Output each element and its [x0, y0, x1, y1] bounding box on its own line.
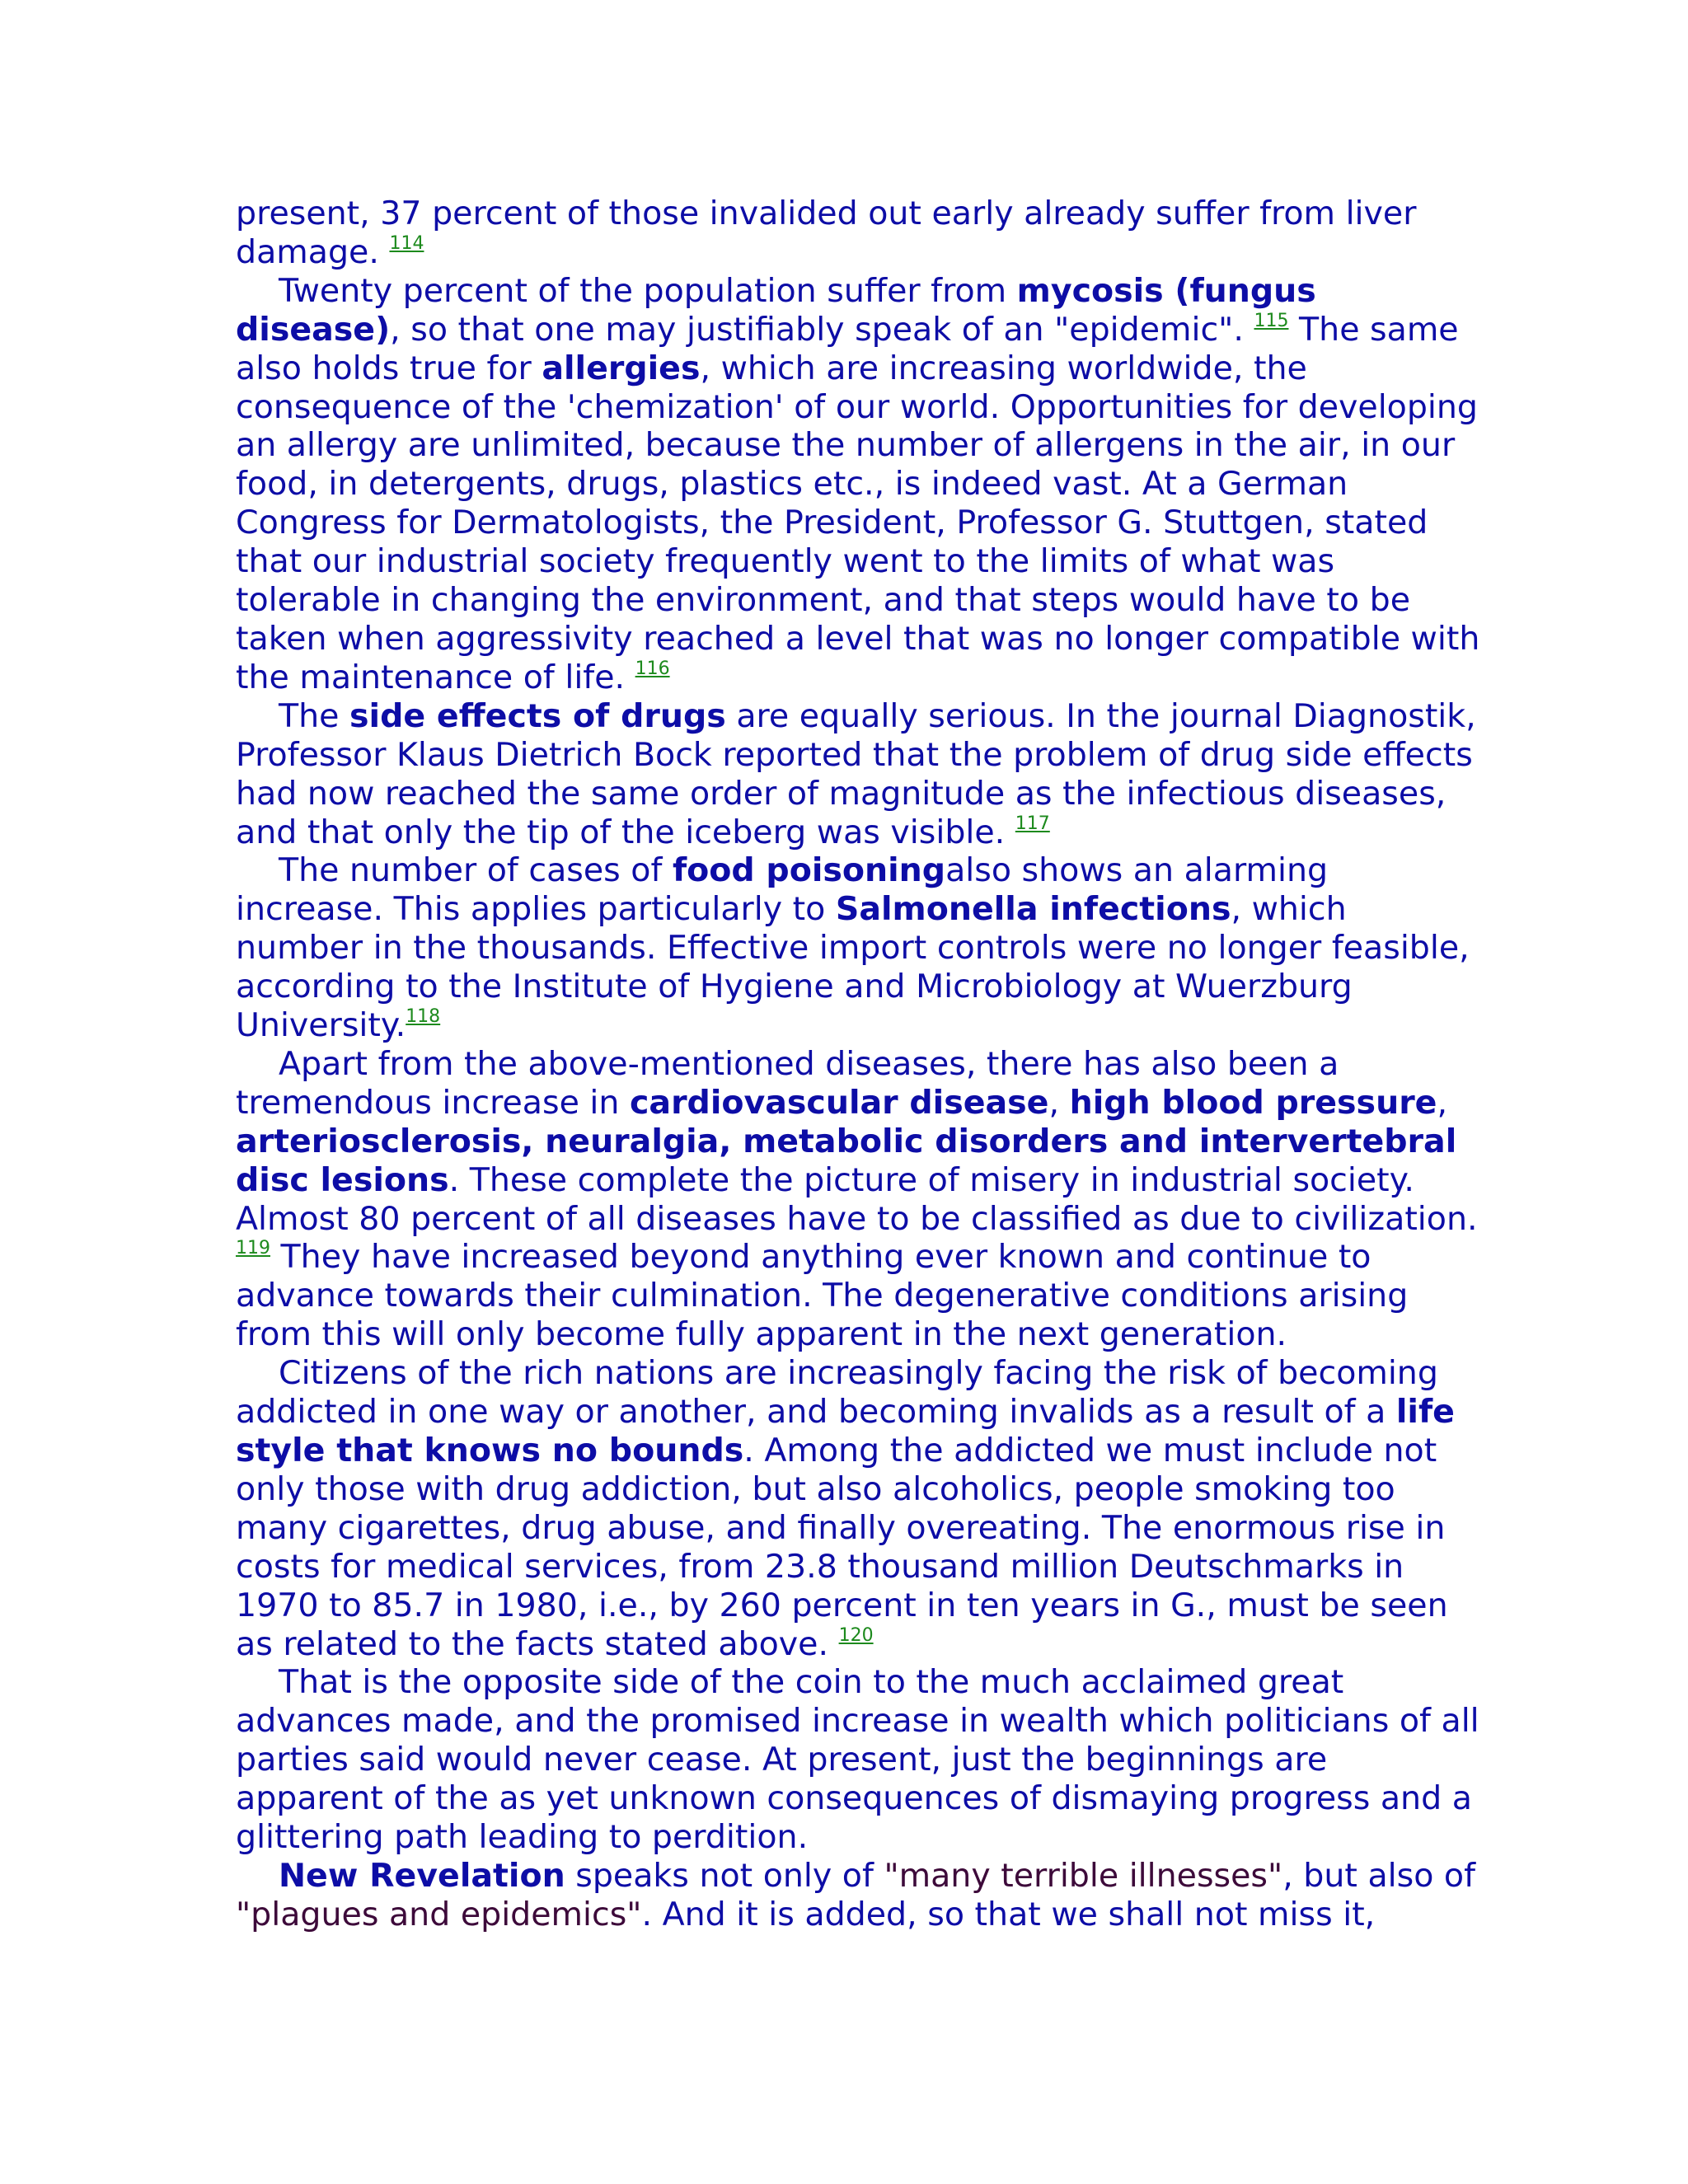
- text-run: The same also holds true for: [236, 310, 1459, 387]
- text-run: present, 37 percent of those invalided out early already suffer from liver damage.: [236, 194, 1417, 271]
- text-run: . And it is added, so that we shall not miss it,: [641, 1895, 1376, 1933]
- bold-term: Salmonella infections: [835, 890, 1231, 929]
- footnote-link[interactable]: 116: [635, 658, 670, 679]
- text-run: They have increased beyond anything ever known and continue to advance towards their culmination. The degenerative conditions arising from this will only become fully apparent in the next generation.: [236, 1238, 1409, 1354]
- text-run: Twenty percent of the population suffer from: [279, 271, 1017, 310]
- bold-term: arteriosclerosis, neuralgia, metabolic disorders and intervertebral disc lesions: [236, 1122, 1457, 1199]
- text-run: That is the opposite side of the coin to the much acclaimed great advances made, and the promised increase in wealth which politicians of all parties said would never cease. At present, just the beginnings are apparent of the as yet unknown consequences of dismaying progress and a glittering path leading to perdition.: [236, 1663, 1479, 1857]
- text-run: The: [279, 696, 350, 735]
- text-run: Citizens of the rich nations are increasingly facing the risk of becoming addicted in one way or another, and becoming invalids as a result of a: [236, 1354, 1438, 1432]
- bold-term: allergies: [542, 349, 701, 387]
- footnote-link[interactable]: 120: [838, 1624, 874, 1646]
- paragraph: [236, 1354, 1480, 1663]
- text-run: . These complete the picture of misery in industrial society. Almost 80 percent of all diseases have to be classified as due to civilization.: [236, 1160, 1478, 1238]
- paragraph: [236, 272, 1480, 697]
- bold-term: mycosis (fungus disease): [236, 271, 1316, 349]
- bold-term: New Revelation: [279, 1856, 565, 1895]
- paragraph: [236, 851, 1480, 1045]
- paragraph: [236, 1663, 1480, 1857]
- paragraph: [236, 697, 1480, 852]
- paragraph: [236, 1045, 1480, 1354]
- text-run: Apart from the above-mentioned diseases, there has also been a tremendous increase in: [236, 1044, 1339, 1122]
- footnote-link[interactable]: 118: [406, 1006, 441, 1028]
- bold-term: life style that knows no bounds: [236, 1393, 1455, 1469]
- text-run: The number of cases of: [279, 851, 673, 890]
- bold-term: side effects of drugs: [349, 696, 726, 735]
- bold-term: cardiovascular disease: [630, 1083, 1049, 1122]
- footnote-link[interactable]: 115: [1254, 310, 1289, 331]
- footnote-link[interactable]: 119: [236, 1238, 270, 1259]
- bold-term: food poisoning: [672, 851, 946, 890]
- text-run: ,: [1437, 1083, 1448, 1122]
- text-run: , which number in the thousands. Effective import controls were no longer feasible, according to the Institute of Hygiene and Microbiology at Wuerzburg University.: [236, 890, 1470, 1045]
- footnote-link[interactable]: 117: [1015, 813, 1050, 834]
- text-run: are equally serious. In the journal Diagnostik, Professor Klaus Dietrich Bock reported that the problem of drug side effects had now reached the same order of magnitude as the infectious diseases, and that only the tip of the iceberg was visible.: [236, 696, 1476, 851]
- text-run: ,: [1048, 1083, 1070, 1122]
- text-run: , so that one may justifiably speak of an "epidemic".: [390, 310, 1254, 349]
- document-body: [236, 194, 1480, 1934]
- text-run: , which are increasing worldwide, the consequence of the 'chemization' of our world. Opportunities for developing an allergy are unlimited, because the number of allergens in the air, in our food, in detergents, drugs, plastics etc., is indeed vast. At a German Congress for Dermatologists, the President, Professor G. Stuttgen, stated that our industrial society frequently went to the limits of what was tolerable in changing the environment, and that steps would have to be taken when aggressivity reached a level that was no longer compatible with the maintenance of life.: [236, 349, 1480, 696]
- bold-term: high blood pressure: [1069, 1083, 1437, 1122]
- text-run: . Among the addicted we must include not only those with drug addiction, but also alcoholics, people smoking too many cigarettes, drug abuse, and finally overeating. The enormous rise in costs for medical services, from 23.8 thousand million Deutschmarks in 1970 to 85.7 in 1980, i.e., by 260 percent in ten years in G., must be seen as related to the facts stated above.: [236, 1432, 1448, 1663]
- text-run: , but also of: [1282, 1856, 1476, 1895]
- paragraph: [236, 1857, 1480, 1934]
- footnote-link[interactable]: 114: [389, 232, 424, 254]
- quoted-text: "many terrible illnesses": [884, 1856, 1283, 1895]
- text-run: speaks not only of: [565, 1856, 884, 1895]
- quoted-text: "plagues and epidemics": [236, 1895, 642, 1933]
- text-run: also shows an alarming increase. This applies particularly to: [236, 851, 1329, 929]
- paragraph: [236, 194, 1480, 272]
